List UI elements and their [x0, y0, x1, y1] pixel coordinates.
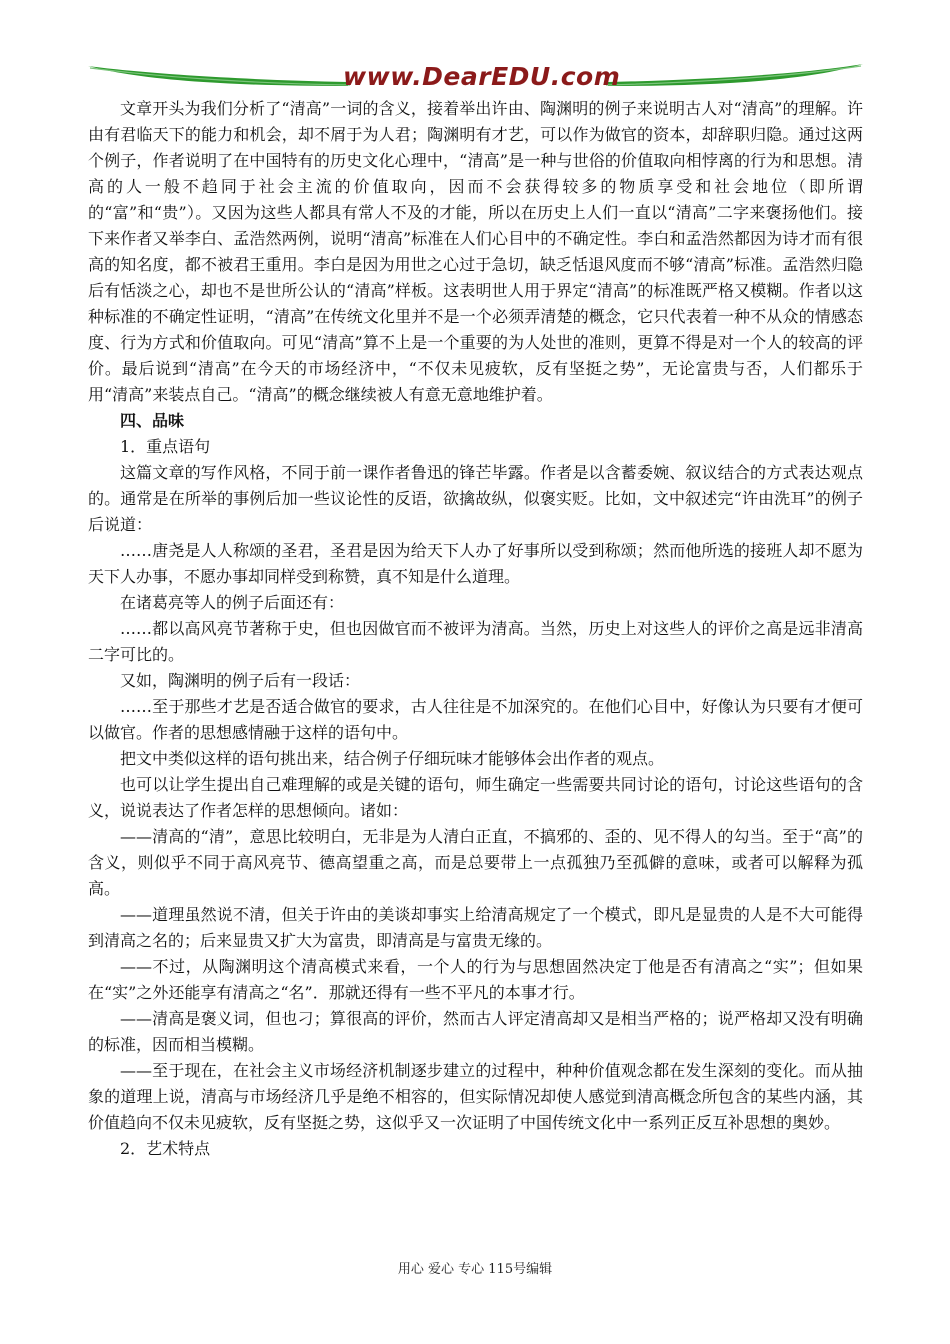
- dash-item-xu-you: ——道理虽然说不清，但关于许由的美谈却事实上给清高规定了一个模式，即凡是显贵的人是不大可能得到清高之名的；后来显贵又扩大为富贵，即清高是与富贵无缘的。: [88, 905, 863, 950]
- subheading-artistic-features: 2．艺术特点: [120, 1139, 211, 1158]
- paragraph-tao-intro: 又如，陶渊明的例子后有一段话：: [120, 671, 361, 690]
- paragraph-zhuge-intro: 在诸葛亮等人的例子后面还有：: [120, 593, 345, 612]
- page-footer: 用心 爱心 专心 115号编辑: [397, 1262, 553, 1277]
- paragraph-writing-style: 这篇文章的写作风格，不同于前一课作者鲁迅的锋芒毕露。作者是以含蓄委婉、叙议结合的方式表达观点的。通常是在所举的事例后加一些议论性的反语，欲擒故纵，似褒实贬。比如，文中叙述完“许由洗耳”的例子后说道：: [88, 463, 863, 534]
- paragraph-discussion: 也可以让学生提出自己难理解的或是关键的语句，师生确定一些需要共同讨论的语句，讨论这些语句的含义，说说表达了作者怎样的思想倾向。诸如：: [88, 775, 863, 820]
- dash-item-praise: ——清高是褒义词，但也刁；算很高的评价，然而古人评定清高却又是相当严格的；说严格却又没有明确的标准，因而相当模糊。: [88, 1009, 863, 1054]
- paragraph-instruction: 把文中类似这样的语句挑出来，结合例子仔细玩味才能够体会出作者的观点。: [120, 749, 665, 768]
- dash-item-market: ——至于现在，在社会主义市场经济机制逐步建立的过程中，种种价值观念都在发生深刻的变化。而从抽象的道理上说，清高与市场经济几乎是绝不相容的，但实际情况却使人感觉到清高概念所包含的某些内涵，其价值趋向不仅未见疲软，反有坚挺之势，这似乎又一次证明了中国传统文化中一系列正反互补思想的奥妙。: [88, 1061, 863, 1132]
- site-header-banner: [88, 60, 863, 94]
- quote-zhuge: ……都以高风亮节著称于史，但也因做官而不被评为清高。当然，历史上对这些人的评价之高是远非清高二字可比的。: [88, 619, 863, 664]
- document-body: [88, 96, 863, 1162]
- quote-tao: ……至于那些才艺是否适合做官的要求，古人往往是不加深究的。在他们心目中，好像认为只要有才便可以做官。作者的思想感情融于这样的语句中。: [88, 697, 863, 742]
- subheading-key-sentences: 1．重点语句: [120, 437, 211, 456]
- paragraph-analysis: 文章开头为我们分析了“清高”一词的含义，接着举出许由、陶渊明的例子来说明古人对“清高”的理解。许由有君临天下的能力和机会，却不屑于为人君；陶渊明有才艺，可以作为做官的资本，却辞职归隐。通过这两个例子，作者说明了在中国特有的历史文化心理中，“清高”是一种与世俗的价值取向相悖离的行为和思想。清高的人一般不趋同于社会主流的价值取向，因而不会获得较多的物质享受和社会地位（即所谓的“富”和“贵”）。又因为这些人都具有常人不及的才能，所以在历史上人们一直以“清高”二字来褒扬他们。接下来作者又举李白、孟浩然两例，说明“清高”标准在人们心目中的不确定性。李白和孟浩然都因为诗才而有很高的知名度，都不被君王重用。李白是因为用世之心过于急切，缺乏恬退风度而不够“清高”标准。孟浩然归隐后有恬淡之心，却也不是世所公认的“清高”样板。这表明世人用于界定“清高”的标准既严格又模糊。作者以这种标准的不确定性证明，“清高”在传统文化里并不是一个必须弄清楚的概念，它只代表着一种不从众的情感态度、行为方式和价值取向。可见“清高”算不上是一个重要的为人处世的准则，更算不得是对一个人的较高的评价。最后说到“清高”在今天的市场经济中，“不仅未见疲软，反有坚挺之势”，无论富贵与否，人们都乐于用“清高”来装点自己。“清高”的概念继续被人有意无意地维护着。: [88, 99, 863, 404]
- quote-xu-you: ……唐尧是人人称颂的圣君，圣君是因为给天下人办了好事所以受到称颂；然而他所选的接班人却不愿为天下人办事，不愿办事却同样受到称赞，真不知是什么道理。: [88, 541, 863, 586]
- dash-item-tao: ——不过，从陶渊明这个清高模式来看，一个人的行为与思想固然决定丁他是否有清高之“实”；但如果在“实”之外还能享有清高之“名”．那就还得有一些不平凡的本事才行。: [88, 957, 863, 1002]
- section-heading-appreciation: 四、品味: [120, 411, 185, 430]
- dash-item-qing: ——清高的“清”，意思比较明白，无非是为人清白正直，不搞邪的、歪的、见不得人的勾当。至于“高”的含义，则似乎不同于高风亮节、德高望重之高，而是总要带上一点孤独乃至孤僻的意味，或者可以解释为孤高。: [88, 827, 863, 898]
- site-logo-text: www.DearEDU.com: [343, 62, 621, 91]
